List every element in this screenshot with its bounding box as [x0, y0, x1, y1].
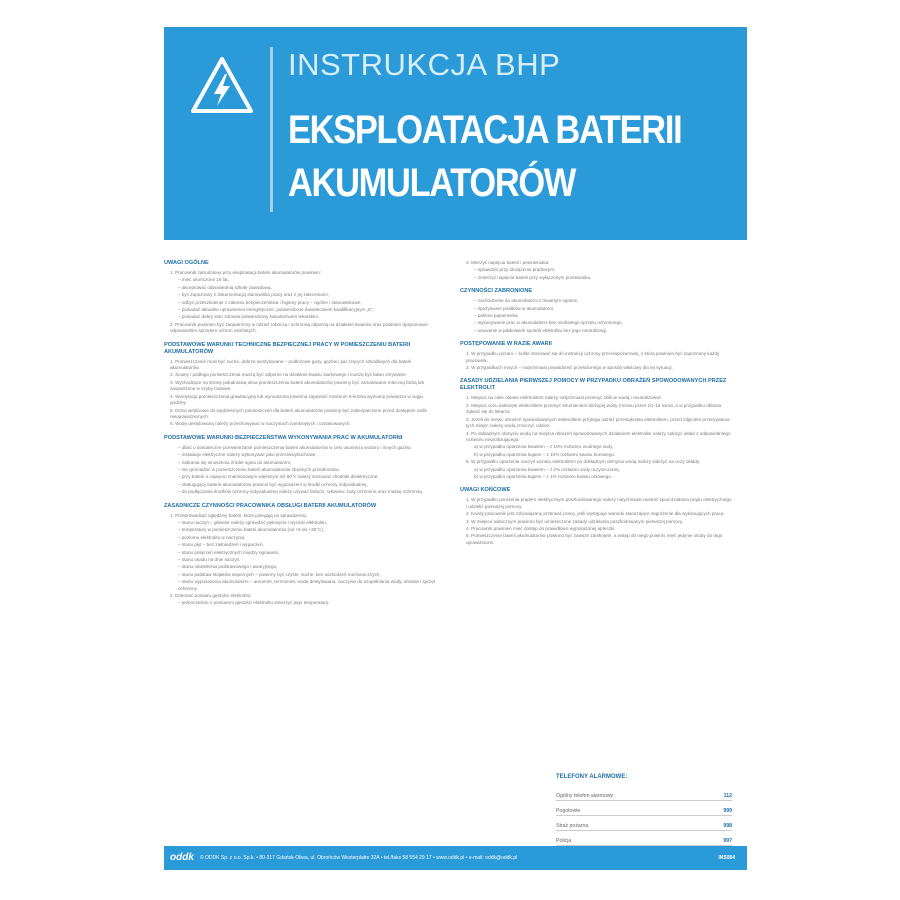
section-line: – być zapoznany z dokumentacją stanowiska pracy oraz z jej zaleceniami,	[178, 292, 329, 298]
section-line: – stanu naczyń – głównie należy sprawdzić pęknięcia i wycieki elektrolitu,	[178, 519, 328, 525]
section-line: – odbyć przeszkolenie z zakresu bezpieczeństwa i higieny pracy – ogólne i stanowiskowe,	[178, 299, 362, 305]
section-line: 3. Wychodzące na stronę południową okna pomieszczenia baterii akumulatorów powinny być zamalowane mleczną farbą lub zaopatrzone w szyby matowe.	[170, 379, 425, 392]
section-line: 2. Miejsca oczu dotknięte elektrolitem przemyć strumieniem bieżącej wody z kranu przez 10–15 minut, a w przypadku oblania zgłosić się do lekarza.	[466, 402, 722, 415]
header-title	[288, 104, 681, 210]
section-line: 1. Miejsca na ciele oblane elektrolitem należy natychmiast przemyć obficie wodą i neutralizować.	[466, 395, 663, 401]
section-line: 1. Pomieszczenie musi być suche, dobrze wentylowane – podłożowe gazy, gazów i par żrących szkodliwych dla baterii akumulatorów.	[170, 358, 412, 371]
right-column	[460, 260, 732, 553]
phone-label: Policja	[556, 838, 572, 844]
section-line: – usuwanie w jakikolwiek sposób elektrolitu bez jego neutralizacji.	[474, 327, 608, 333]
section-line: – zmierzyć napięcie baterii przy wyłączonym prostowniku.	[474, 274, 592, 280]
poster	[164, 27, 747, 870]
section-title: CZYNNOŚCI ZABRONIONE	[460, 288, 533, 295]
section-title: POSTĘPOWANIE W RAZIE AWARII	[460, 341, 552, 348]
instruction-section	[164, 260, 436, 335]
section-line: – stanu płyt – bez zaśniedzeń i wypaczeń,	[178, 542, 264, 548]
section-line: – stanu oświetlenia podstawowego i awaryjnego,	[178, 564, 278, 570]
section-line: 5. Pomieszczenie baterii akumulatorów powinno być zawsze zamknięte, a wstęp do niego powinni mieć jedynie osoby do tego upoważnione.	[466, 533, 723, 545]
section-line: – spożywanie posiłków w akumulatorni,	[474, 305, 555, 311]
section-line: – instalacje elektryczne należy wykonywać jako przeciwwybuchowe,	[178, 452, 317, 458]
section-line: a) w przypadku oparzenia kwasem – z 10% roztworu wodnego sody,	[474, 444, 614, 450]
section-line: – dbać o dostateczne przewietrzanie pomieszczenia baterii akumulatorów w celu usunięcia wodoru i innych gazów,	[178, 444, 412, 450]
footer-code: INS084	[718, 855, 735, 861]
phone-number: 999	[723, 808, 732, 814]
section-title: PODSTAWOWE WARUNKI BEZPIECZEŃSTWA WYKONYWANIA PRAC W AKUMULATORNI	[164, 434, 403, 441]
section-line: – stanu wyposażenia akumulatorni – areometr, termometr, woda destylowana, naczynie do uzupełniania wody, ubranie i sprzęt ochronny.	[178, 579, 436, 591]
section-line: 4. Wentylacja pomieszczenia grawitacyjna lub wymuszona powinna zapewnić minimum 6-krotną wymianę powietrza w ciągu godziny.	[170, 393, 423, 406]
section-line: – zabrania się wnoszenia źródeł ognia do akumulatorni,	[178, 459, 292, 465]
section-line: – do podłączania środków ochrony indywidualnej należy używać fartuch, rękawice, buty ochronne oraz maskę ochronną.	[178, 489, 424, 495]
emergency-phones	[556, 774, 732, 846]
header-title-line2: AKUMULATORÓW	[288, 161, 576, 205]
section-line: – stanu połączeń elektrycznych między ogniwami,	[178, 549, 280, 555]
section-line: – jednocześnie z pomiarem gęstości elektrolitu zmierzyć jego temperaturę.	[178, 600, 330, 606]
phone-number: 998	[723, 823, 732, 829]
section-title: UWAGI OGÓLNE	[164, 260, 209, 266]
section-line: 6. Wodę destylowaną należy przechowywać w naczyniach zamkniętych i oznakowanych.	[170, 421, 351, 427]
section-line: 2. W przypadkach innych – natychmiast powiadomić przełożonego w sposób właściwy dla tej sytuacji.	[466, 365, 673, 371]
section-line: – obsługujący baterie akumulatorów powinni być wyposażeni w środki ochrony indywidualnej,	[178, 481, 368, 487]
section-line: 1. Pracownik zatrudniony przy eksploatacji baterii akumulatorów powinien:	[170, 270, 321, 275]
section-line: b) w przypadku oparzenia ługiem – z 1% roztworu kwasu octowego.	[474, 473, 613, 479]
section-line: 3. W miejscu widocznym powinno być umieszczone zasady udzielania poszkodowanym pierwszej pomocy.	[466, 518, 684, 524]
section-line: b) w przypadku oparzenia ługiem – z 10% roztworu kwasu borowego.	[474, 451, 616, 457]
section-line: – posiadać dobry stan zdrowia potwierdzony świadectwem lekarskim.	[178, 314, 320, 320]
phone-row	[556, 801, 732, 816]
section-line: – stanu osadu na dnie naczyń,	[178, 557, 241, 562]
instruction-body	[164, 240, 747, 850]
section-line: 2. Każdy pracownik jest zobowiązany przerwać pracę, jeśli występuje warunki stwarzające zagrożenie dla wykonujących pracę.	[466, 511, 725, 517]
section-line: 3. Jeżeli do miejsc obrażeń spowodowanych elektrolitem przylega odzież przesiąknięta elektrolitem, przed zdjęciem przemywania tych miejsc należy wodą zmoczyć odzież.	[466, 416, 730, 429]
section-line: 4. Pracownik powinien mieć dostęp do prawidłowo wyposażonej apteczki.	[466, 525, 616, 531]
section-line: – poziomu elektrolitu w naczyniu,	[178, 534, 246, 540]
section-line: – sprawdzić przy obciążeniu prądowym,	[474, 267, 556, 273]
section-line: – temperatury w pomieszczeniu baterii akumulatorów (od +5 do +35°C),	[178, 527, 325, 533]
section-title: UWAGI KOŃCOWE	[460, 487, 511, 494]
section-line: 2. Pracownik powinien być zaopatrzony w odzież roboczą i ochronną odporną na działanie kwasów oraz powinien dysponować odpowiednim sprzętem ochron osobistych.	[170, 321, 428, 334]
section-line: 5. Drzwi wejściowe do wydzielonych pomieszczeń dla baterii akumulatorów powinny być zabezpieczone przed dostępem osób nieupoważnionych.	[170, 407, 427, 419]
section-line: – zachodzenie do akumulatorni z otwartym ogniem,	[474, 298, 579, 304]
phone-label: Ogólny telefon alarmowy	[556, 793, 614, 799]
footer-bar	[164, 846, 747, 870]
section-line: 3. Mierzyć napięcia baterii i pewnieniaka:	[466, 260, 550, 265]
section-line: – palenie papierosów,	[474, 313, 519, 319]
section-line: 2. Ściany i podłoga pomieszczenia muszą być odporne na działanie kwasu siarkowego i muszą być łatwo zmywalne.	[170, 372, 407, 378]
section-line: 5. W przypadku oparzenia naczyń wzroku elektrolitem po dokładnym obmyciu wodą należy założyć na oczy okłady:	[466, 459, 701, 465]
instruction-section	[164, 342, 436, 428]
section-line: – stanu podstaw stojaków wspornych – powinny być czyste, suche, bez uszkodzeń mechanicznych,	[178, 571, 381, 577]
instruction-section	[460, 487, 732, 546]
section-line: – wykonywanie prac w akumulatorni bez osobistego sprzętu ochronnego,	[474, 320, 623, 326]
high-voltage-warning-icon	[190, 56, 254, 114]
instruction-section	[164, 435, 436, 496]
header-banner	[164, 27, 747, 240]
section-line: – posiadać aktualne uprawnienia energetyczne, potwierdzone świadectwem kwalifikacyjnym „E”,	[178, 307, 375, 313]
section-line: – nie gromadzić w pomieszczeniu baterii akumulatorów zbędnych przedmiotów,	[178, 466, 340, 472]
footer-text: © ODDK Sp. z o.o. Sp.k. • 80-317 Gdańsk-Oliwa, ul. Obrońców Westerplatte 32A • tel./faks 58 554 29 17 • www.oddk.pl • e-mail: oddk@oddk.pl	[200, 855, 518, 861]
section-line: – akceptować odpowiednią szkołę zawodową,	[178, 284, 272, 290]
phone-row	[556, 831, 732, 846]
section-title: ZASADY UDZIELANIA PIERWSZEJ POMOCY W PRZYPADKU OBRAŻEŃ SPOWODOWANYCH PRZEZ ELEKTROLIT	[460, 378, 727, 392]
instruction-section	[164, 503, 436, 607]
phones-list	[556, 786, 732, 846]
section-line: – przy baterii o napięciu znamionowym większym niż 60 V należy stosować chodniki dielektryczne,	[178, 474, 379, 480]
section-line: – mieć ukończone 18 lat,	[178, 277, 229, 283]
section-line: 1. W przypadku porażenia prądem elektrycznym poszkodowanego należy natychmiast uwolnić spod działania prądu elektrycznego i udzielić pierwszej pomocy.	[466, 497, 732, 509]
section-line: 1. W przypadku pożaru – ściśle stosować się do instrukcji ochrony przeciwpożarowej, z którą powinien być zapoznany każdy pracownik.	[466, 351, 720, 363]
header-subtitle: INSTRUKCJA BHP	[288, 47, 561, 82]
instruction-section	[460, 341, 732, 371]
phone-number: 997	[723, 838, 732, 844]
instruction-section	[460, 378, 732, 480]
phone-label: Straż pożarna	[556, 823, 589, 829]
phone-number: 112	[723, 793, 732, 799]
instruction-section	[460, 288, 732, 334]
phones-title: TELEFONY ALARMOWE:	[556, 774, 628, 780]
instruction-section	[460, 260, 732, 281]
phone-row	[556, 786, 732, 801]
section-title: ZASADNICZE CZYNNOŚCI PRACOWNIKA OBSŁUGI BATERII AKUMULATORÓW	[164, 502, 377, 509]
left-column	[164, 260, 436, 614]
section-line: 1. Przeprowadzać oględziny baterii, które polegają na sprawdzeniu:	[170, 512, 308, 518]
footer-logo: oddk	[170, 852, 194, 863]
phone-label: Pogotowie	[556, 808, 581, 814]
header-divider	[270, 47, 273, 212]
header-title-line1: EKSPLOATACJA BATERII	[288, 108, 682, 152]
phone-row	[556, 816, 732, 831]
section-line: 2. Dokonać pomiaru gęstości elektrolitu:	[170, 593, 252, 599]
section-line: 4. Po dokładnym obmyciu wodą na miejsca obrażeń spowodowanych działaniem elektrolitu należy założyć okład z odpowiedniego roztworu neutralizującego:	[466, 430, 731, 442]
section-title: PODSTAWOWE WARUNKI TECHNICZNE BEZPIECZNEJ PRACY W POMIESZCZENIU BATERII AKUMULATORÓW	[164, 341, 411, 355]
section-line: a) w przypadku oparzenia kwasem – z 2% roztworu sody oczyszczonej,	[474, 466, 620, 472]
